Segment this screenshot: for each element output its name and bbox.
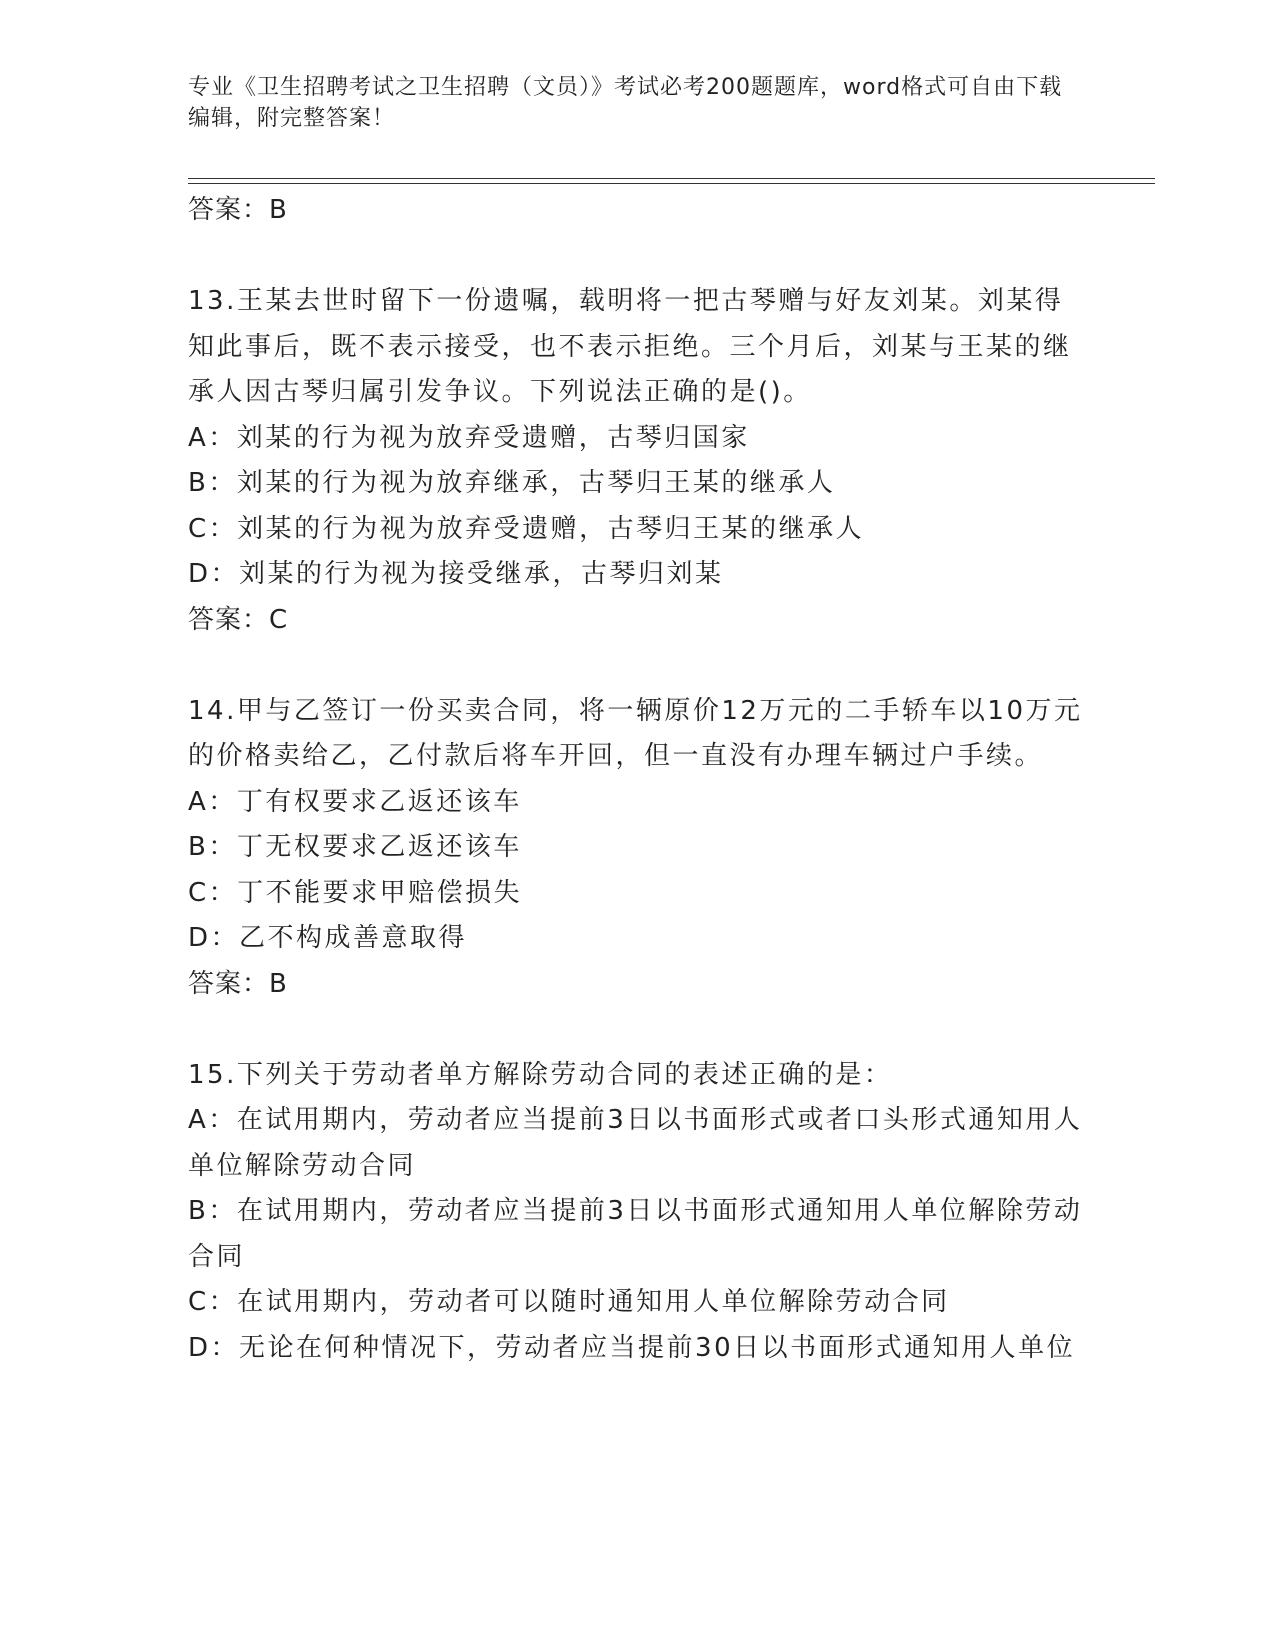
answer: 答案：B [188, 968, 288, 999]
document-header: 专业《卫生招聘考试之卫生招聘（文员）》考试必考200题题库，word格式可自由下载编辑，附完整答案！ [188, 75, 1063, 131]
question-text: 13.王某去世时留下一份遗嘱，载明将一把古琴赠与好友刘某。刘某得知此事后，既不表示接受，也不表示拒绝。三个月后，刘某与王某的继承人因古琴归属引发争议。下列说法正确的是()。 [188, 286, 1072, 407]
question-13 [188, 279, 1088, 643]
spacer [188, 643, 1088, 689]
question-text: 15.下列关于劳动者单方解除劳动合同的表述正确的是： [188, 1059, 893, 1090]
header-rule-bottom [188, 183, 1155, 184]
option-d: D：刘某的行为视为接受继承，古琴归刘某 [188, 559, 724, 589]
option-d: D：乙不构成善意取得 [188, 923, 468, 953]
answer-prev: 答案：B [188, 195, 288, 225]
question-content [188, 188, 1088, 1371]
answer: 答案：C [188, 604, 289, 635]
option-d: D：无论在何种情况下，劳动者应当提前30日以书面形式通知用人单位 [188, 1332, 1076, 1363]
option-b: B：在试用期内，劳动者应当提前3日以书面形式通知用人单位解除劳动合同 [188, 1196, 1083, 1272]
spacer [188, 1007, 1088, 1053]
option-a: A：丁有权要求乙返还该车 [188, 786, 522, 817]
spacer [188, 234, 1088, 280]
question-14 [188, 689, 1088, 1008]
question-text: 14.甲与乙签订一份买卖合同，将一辆原价12万元的二手轿车以10万元的价格卖给乙，乙付款后将车开回，但一直没有办理车辆过户手续。 [188, 695, 1083, 771]
option-a: A：在试用期内，劳动者应当提前3日以书面形式或者口头形式通知用人单位解除劳动合同 [188, 1105, 1083, 1181]
question-15 [188, 1053, 1088, 1372]
option-c: C：在试用期内，劳动者可以随时通知用人单位解除劳动合同 [188, 1287, 950, 1317]
option-b: B：刘某的行为视为放弃继承，古琴归王某的继承人 [188, 468, 836, 498]
header-rule-top [188, 178, 1155, 179]
option-b: B：丁无权要求乙返还该车 [188, 832, 522, 862]
option-c: C：刘某的行为视为放弃受遗赠，古琴归王某的继承人 [188, 513, 865, 544]
option-a: A：刘某的行为视为放弃受遗赠，古琴归国家 [188, 422, 750, 453]
option-c: C：丁不能要求甲赔偿损失 [188, 877, 523, 908]
